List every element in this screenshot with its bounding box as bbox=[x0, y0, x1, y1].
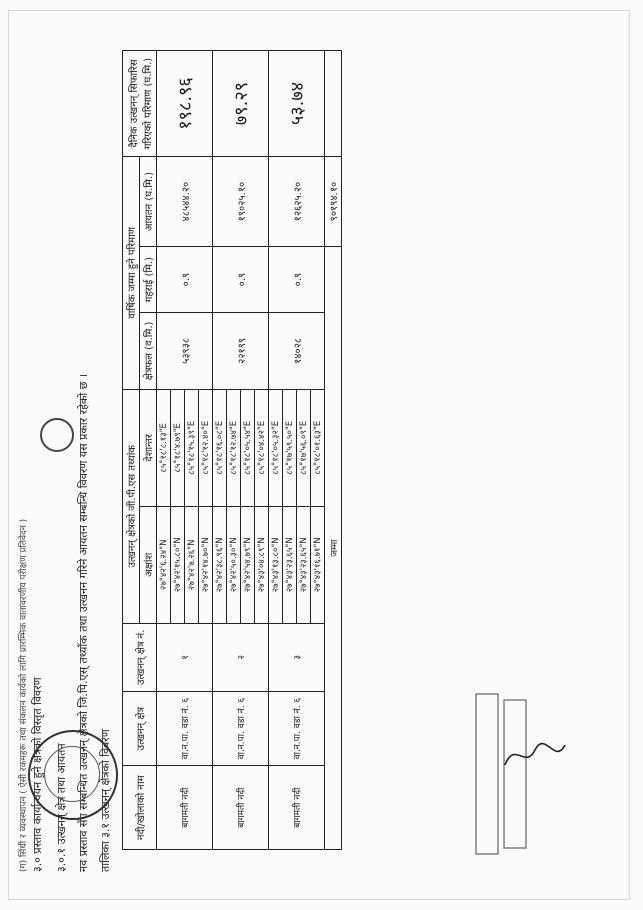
section-heading: ३.० प्रस्ताव कार्यान्वयन हुने क्षेत्रको विस्तृत विवरण bbox=[31, 677, 44, 872]
cell-daily: ५३.७४ bbox=[269, 51, 325, 157]
cell-lon: ८५°१७'५६.०९"E bbox=[297, 389, 311, 506]
cell-lat: २७°४३'२३.६५"N bbox=[283, 506, 297, 623]
header-deposit-group: वार्षिक जम्मा हुने परिमाण bbox=[123, 156, 140, 389]
table-row bbox=[213, 51, 227, 850]
header-gps-group: उत्खनन् क्षेत्रको जी.पी.एस तथ्यांक bbox=[123, 389, 140, 623]
total-volume: ९०१९४.१० bbox=[325, 156, 342, 246]
cell-lat: २७°४२'७.२६"N bbox=[185, 506, 199, 623]
header-lat: अक्षांश bbox=[140, 506, 157, 623]
table-caption: तालिका ३.१ उत्खनन् क्षेत्रको विवरण bbox=[99, 729, 112, 872]
total-label: जम्मा bbox=[325, 247, 342, 850]
emblem-stamp bbox=[40, 418, 74, 452]
cell-zone: वा.न.पा. वडा नं. ६ bbox=[213, 691, 269, 766]
cell-lat: २७°४२'१४.७०"N bbox=[199, 506, 213, 623]
officer-stamp-text bbox=[470, 690, 600, 860]
signature-scribble bbox=[500, 735, 570, 775]
header-volume: आयतन (घ.मि.) bbox=[140, 156, 157, 246]
header-row-1 bbox=[123, 51, 140, 850]
cell-lat: २७°४३'१६.७१"N bbox=[311, 506, 325, 623]
cell-lon: ८५°१८'४.७९"E bbox=[171, 389, 185, 506]
cell-depth: ०.९ bbox=[213, 247, 269, 313]
header-river: नदी/खोलाको नाम bbox=[123, 766, 157, 850]
cell-volume: १९०२५.१० bbox=[213, 156, 269, 246]
cell-volume: १२६२५.२० bbox=[269, 156, 325, 246]
table-row bbox=[157, 51, 171, 850]
cell-lat: २७°४३'०४.८९"N bbox=[255, 506, 269, 623]
cell-river: बागमती नदी bbox=[213, 766, 269, 850]
table-row bbox=[269, 51, 283, 850]
cell-area: १४०२८ bbox=[269, 312, 325, 389]
office-seal-stamp bbox=[28, 730, 118, 820]
header-daily: दैनिक उत्खनन् सिफारिस गरिएको परिमाण (घ.मि.) bbox=[123, 51, 157, 157]
cell-lat: २७°४३'१३.८०"N bbox=[269, 506, 283, 623]
cell-lon: ८५°१८'८.१३"E bbox=[157, 389, 171, 506]
cell-lat: २७°४२'५०.३०"N bbox=[227, 506, 241, 623]
cell-depth: ०.९ bbox=[269, 247, 325, 313]
cell-river: बागमती नदी bbox=[269, 766, 325, 850]
cell-lon: ८५°१७'५९.५०"E bbox=[283, 389, 297, 506]
cell-volume: ४८५४४.२० bbox=[157, 156, 213, 246]
cell-lat: २७°४३'२३.६५"N bbox=[297, 506, 311, 623]
intro-paragraph: नव प्रस्ताव सँग सम्बन्धित उत्खनन् क्षेत्रको जि.पि.एस् तथ्याँक तथा उत्खनन गरिने आयतन सम्बन्धि विवरण यस प्रकार रहेको छ । bbox=[77, 373, 90, 872]
cell-lon: ८५°१८'१५.३९"E bbox=[185, 389, 199, 506]
cell-zone: वा.न.पा. वडा नं. ६ bbox=[269, 691, 325, 766]
header-depth: गहराई (मि.) bbox=[140, 247, 157, 313]
cell-daily: १९८.९६ bbox=[157, 51, 213, 157]
cell-lon: ८५°१८'०४.४२"E bbox=[255, 389, 269, 506]
cell-area: २२१९९ bbox=[213, 312, 269, 389]
cell-lat: २७°४२'१५.८०"N bbox=[171, 506, 185, 623]
header-area: क्षेत्रफल (व.मि.) bbox=[140, 312, 157, 389]
cell-lat: २७°४२'६.२४"N bbox=[157, 506, 171, 623]
cell-lon: ८५°१८'०५.५४"E bbox=[241, 389, 255, 506]
cell-zone-no: १ bbox=[157, 623, 213, 691]
running-header: (ग) सिंधी र व्यवस्थापन ( ऐसी रकमहरू तथा संकलन कार्यको लागि प्रारम्भिक वातावरणीय परीक्षण प्रतिवेदन ) bbox=[19, 518, 29, 872]
cell-area: ५३९३८ bbox=[157, 312, 213, 389]
cell-depth: ०.९ bbox=[157, 247, 213, 313]
cell-zone: वा.न.पा. वडा नं. ६ bbox=[157, 691, 213, 766]
total-daily-empty bbox=[325, 51, 342, 157]
header-zone-no: उत्खनन् क्षेत्र नं. bbox=[123, 623, 157, 691]
subsection-heading: ३.०.१ उत्खनन् क्षेत्र तथा आयतन bbox=[55, 743, 68, 872]
cell-lon: ८५°१८'०५.३२"E bbox=[269, 389, 283, 506]
excavation-table bbox=[122, 50, 342, 850]
total-row bbox=[325, 51, 342, 850]
cell-lon: ८५°१८'१२.७४"E bbox=[227, 389, 241, 506]
cell-lon: ८५°१८'१२.४०"E bbox=[199, 389, 213, 506]
cell-lat: २७°४२'५४.७९"N bbox=[241, 506, 255, 623]
header-zone: उत्खनन् क्षेत्र bbox=[123, 691, 157, 766]
cell-lat: २७°४२'३८.९६"N bbox=[213, 506, 227, 623]
cell-lon: ८५°१८'०१.६३"E bbox=[311, 389, 325, 506]
cell-zone-no: ३ bbox=[269, 623, 325, 691]
cell-zone-no: २ bbox=[213, 623, 269, 691]
cell-river: बागमती नदी bbox=[157, 766, 213, 850]
header-lon: देशान्तर bbox=[140, 389, 157, 506]
cell-daily: ७९.२९ bbox=[213, 51, 269, 157]
cell-lon: ८५°१८'१६.०८"E bbox=[213, 389, 227, 506]
